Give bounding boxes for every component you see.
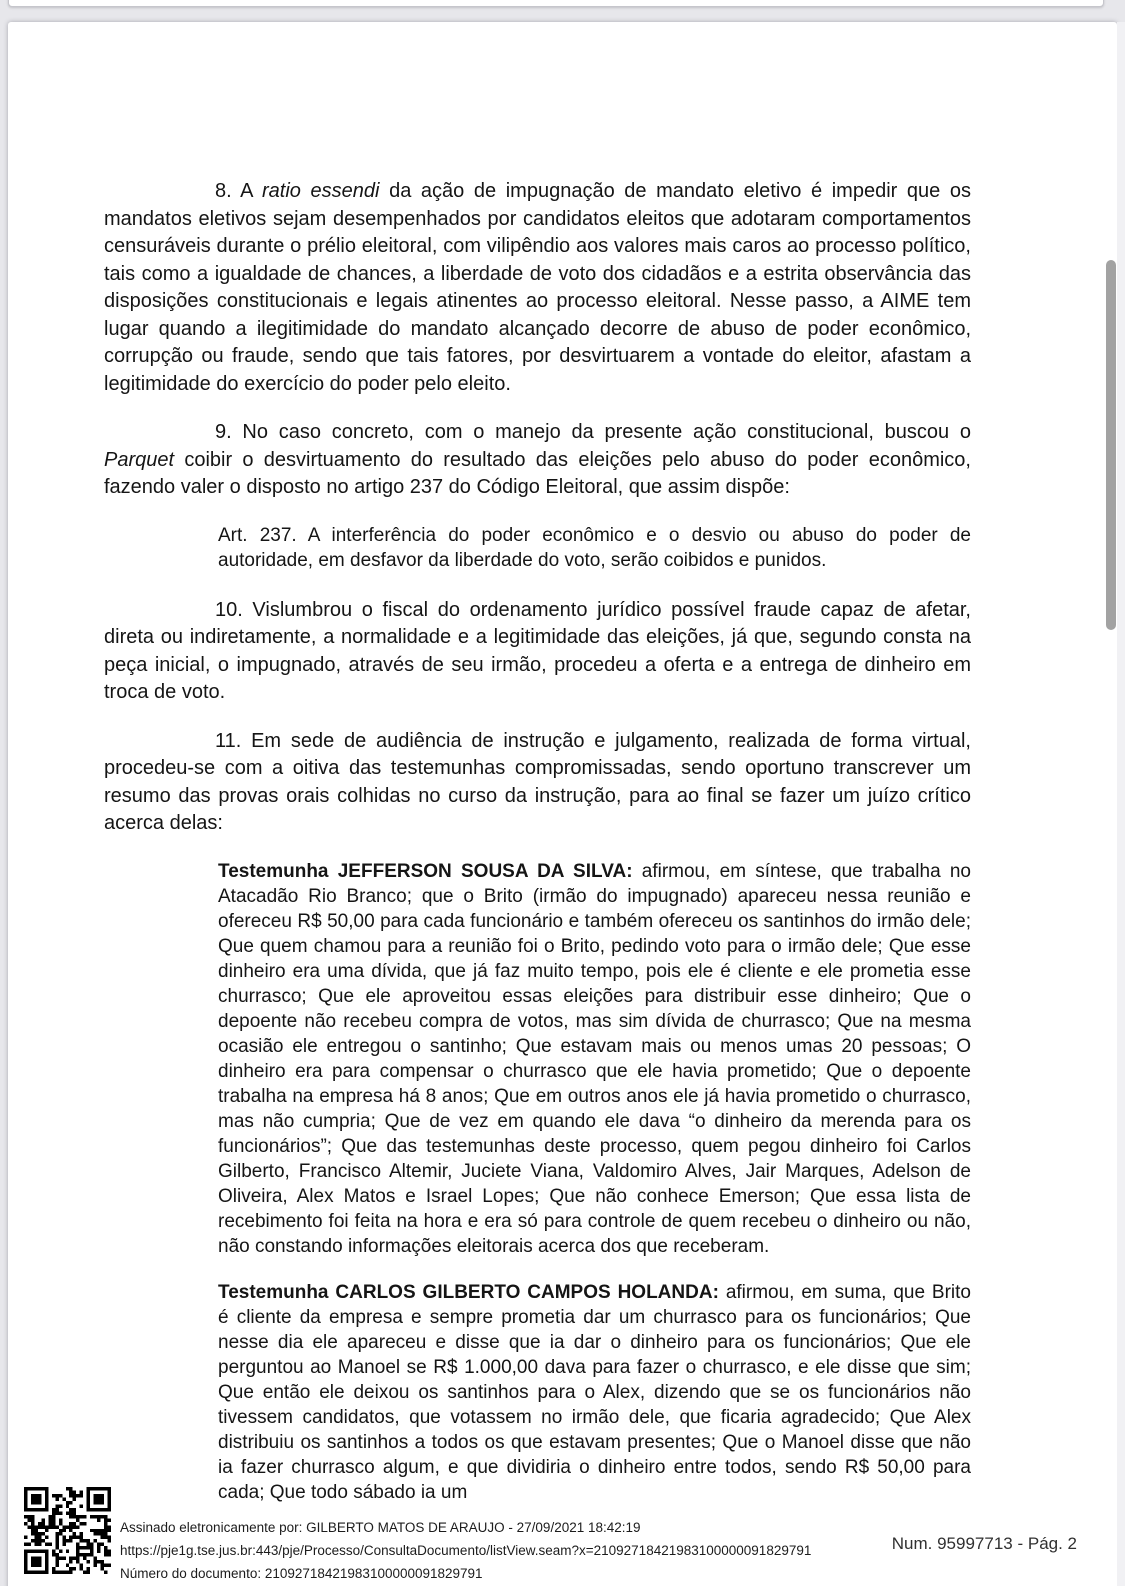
testimony-jefferson	[218, 859, 971, 1259]
paragraph-9	[104, 419, 971, 502]
document-page	[8, 22, 1117, 1586]
quote-art-237: Art. 237. A interferência do poder econômico e o desvio ou abuso do poder de autoridade, em desfavor da liberdade do voto, serão coibidos e punidos.	[218, 524, 971, 571]
paragraph-9-text-cont: coibir o desvirtuamento do resultado das eleições pelo abuso do poder econômico, fazendo valer o disposto no artigo 237 do Código Eleitoral, que assim dispõe:	[104, 448, 971, 498]
testimony-jefferson-text: afirmou, em síntese, que trabalha no Atacadão Rio Branco; que o Brito (irmão do impugnado) apareceu nessa reunião e ofereceu R$ 50,00 para cada funcionário e também ofereceu os santinhos do irmão dele; Que quem chamou para a reunião foi o Brito, pedindo voto para o irmão dele; Que esse dinheiro era uma dívida, que já faz muito tempo, pois ele é cliente e ele prometia esse churrasco; Que ele aproveitou essas eleições para distribuir esse dinheiro; Que o depoente não recebeu compra de votos, mas sim dívida de churrasco; Que na mesma ocasião ele entregou o santinho; Que estavam mais ou menos umas 20 pessoas; O dinheiro era para compensar o churrasco que ele havia prometido; Que o depoente trabalha na empresa há 8 anos; Que em outros anos ele já havia prometido o churrasco, mas não cumpria; Que de vez em quando ele dava “o dinheiro da merenda para os funcionários”; Que das testemunhas deste processo, quem pegou dinheiro foi Carlos Gilberto, Francisco Altemir, Juciete Viana, Valdomiro Alves, Jair Marques, Adelson de Oliveira, Alex Matos e Israel Lopes; Que não conhece Emerson; Que essa lista de recebimento foi feita na hora e era só para controle de quem recebeu o dinheiro ou não, não constando informações eleitorais acerca dos que receberam.	[218, 860, 972, 1257]
scrollbar-track[interactable]	[1117, 22, 1125, 1586]
qr-code-icon	[24, 1487, 111, 1574]
paragraph-8-text-cont: da ação de impugnação de mandato eletivo é impedir que os mandatos eletivos sejam desempenhados por candidatos eleitos que adotaram comportamentos censuráveis durante o prélio eleitoral, com vilipêndio aos valores mais caros ao processo político, tais como a igualdade de chances, a liberdade de voto dos cidadãos e a estrita observância das disposições constitucionais e legais atinentes ao processo eleitoral. Nesse passo, a AIME tem lugar quando a ilegitimidade do mandato alcançado decorre de abuso de poder econômico, corrupção ou fraude, sendo que tais fatores, por desvirtuarem a vontade do eleitor, afastam a legitimidade do exercício do poder pelo eleito.	[104, 180, 971, 395]
signature-block	[120, 1516, 811, 1585]
page-content	[8, 22, 1117, 1505]
testimony-jefferson-name: Testemunha JEFFERSON SOUSA DA SILVA:	[218, 860, 633, 882]
paragraph-8-text: 8. A	[215, 180, 263, 202]
testimony-carlos-name: Testemunha CARLOS GILBERTO CAMPOS HOLANDA:	[218, 1281, 719, 1303]
paragraph-9-text: 9. No caso concreto, com o manejo da presente ação constitucional, buscou o	[215, 421, 971, 443]
paragraph-11: 11. Em sede de audiência de instrução e julgamento, realizada de forma virtual, procedeu-se com a oitiva das testemunhas compromissadas, sendo oportuno transcrever um resumo das provas orais colhidas no curso da instrução, para ao final se fazer um juízo crítico acerca delas:	[104, 729, 971, 834]
paragraph-10: 10. Vislumbrou o fiscal do ordenamento jurídico possível fraude capaz de afetar, direta ou indiretamente, a normalidade e a legitimidade das eleições, já que, segundo consta na peça inicial, o impugnado, através de seu irmão, procedeu a oferta e a entrega de dinheiro em troca de voto.	[104, 598, 971, 703]
document-number-line: Número do documento: 21092718421983100000091829791	[120, 1566, 483, 1581]
previous-page-edge	[8, 0, 1104, 7]
testimony-carlos-text: afirmou, em suma, que Brito é cliente da empresa e sempre prometia dar um churrasco para os funcionários; Que nesse dia ele apareceu e disse que ia dar o dinheiro para os funcionários; Que ele perguntou ao Manoel se R$ 1.000,00 dava para fazer o churrasco, e ele disse que sim; Que então ele deixou os santinhos para o Alex, dizendo que se os funcionários não tivessem candidatos, que votassem no irmão dele, que ficaria agradecido; Que Alex distribuiu os santinhos a todos os que estavam presentes; Que o Manoel disse que não ia fazer churrasco algum, e que dividiria o dinheiro entre todos, sendo R$ 50,00 para cada; Que todo sábado ia um	[218, 1281, 971, 1503]
scrollbar-thumb[interactable]	[1106, 260, 1116, 630]
paragraph-8	[104, 178, 971, 398]
signed-by-line: Assinado eletronicamente por: GILBERTO MATOS DE ARAUJO - 27/09/2021 18:42:19	[120, 1520, 641, 1535]
page-number-label: Num. 95997713 - Pág. 2	[891, 1534, 1077, 1553]
paragraph-9-italic: Parquet	[104, 448, 175, 471]
testimony-carlos	[218, 1280, 971, 1505]
paragraph-8-italic: ratio essendi	[262, 180, 380, 202]
verification-url-line: https://pje1g.tse.jus.br:443/pje/Processo/ConsultaDocumento/listView.seam?x=21092718421983100000091829791	[120, 1543, 812, 1558]
